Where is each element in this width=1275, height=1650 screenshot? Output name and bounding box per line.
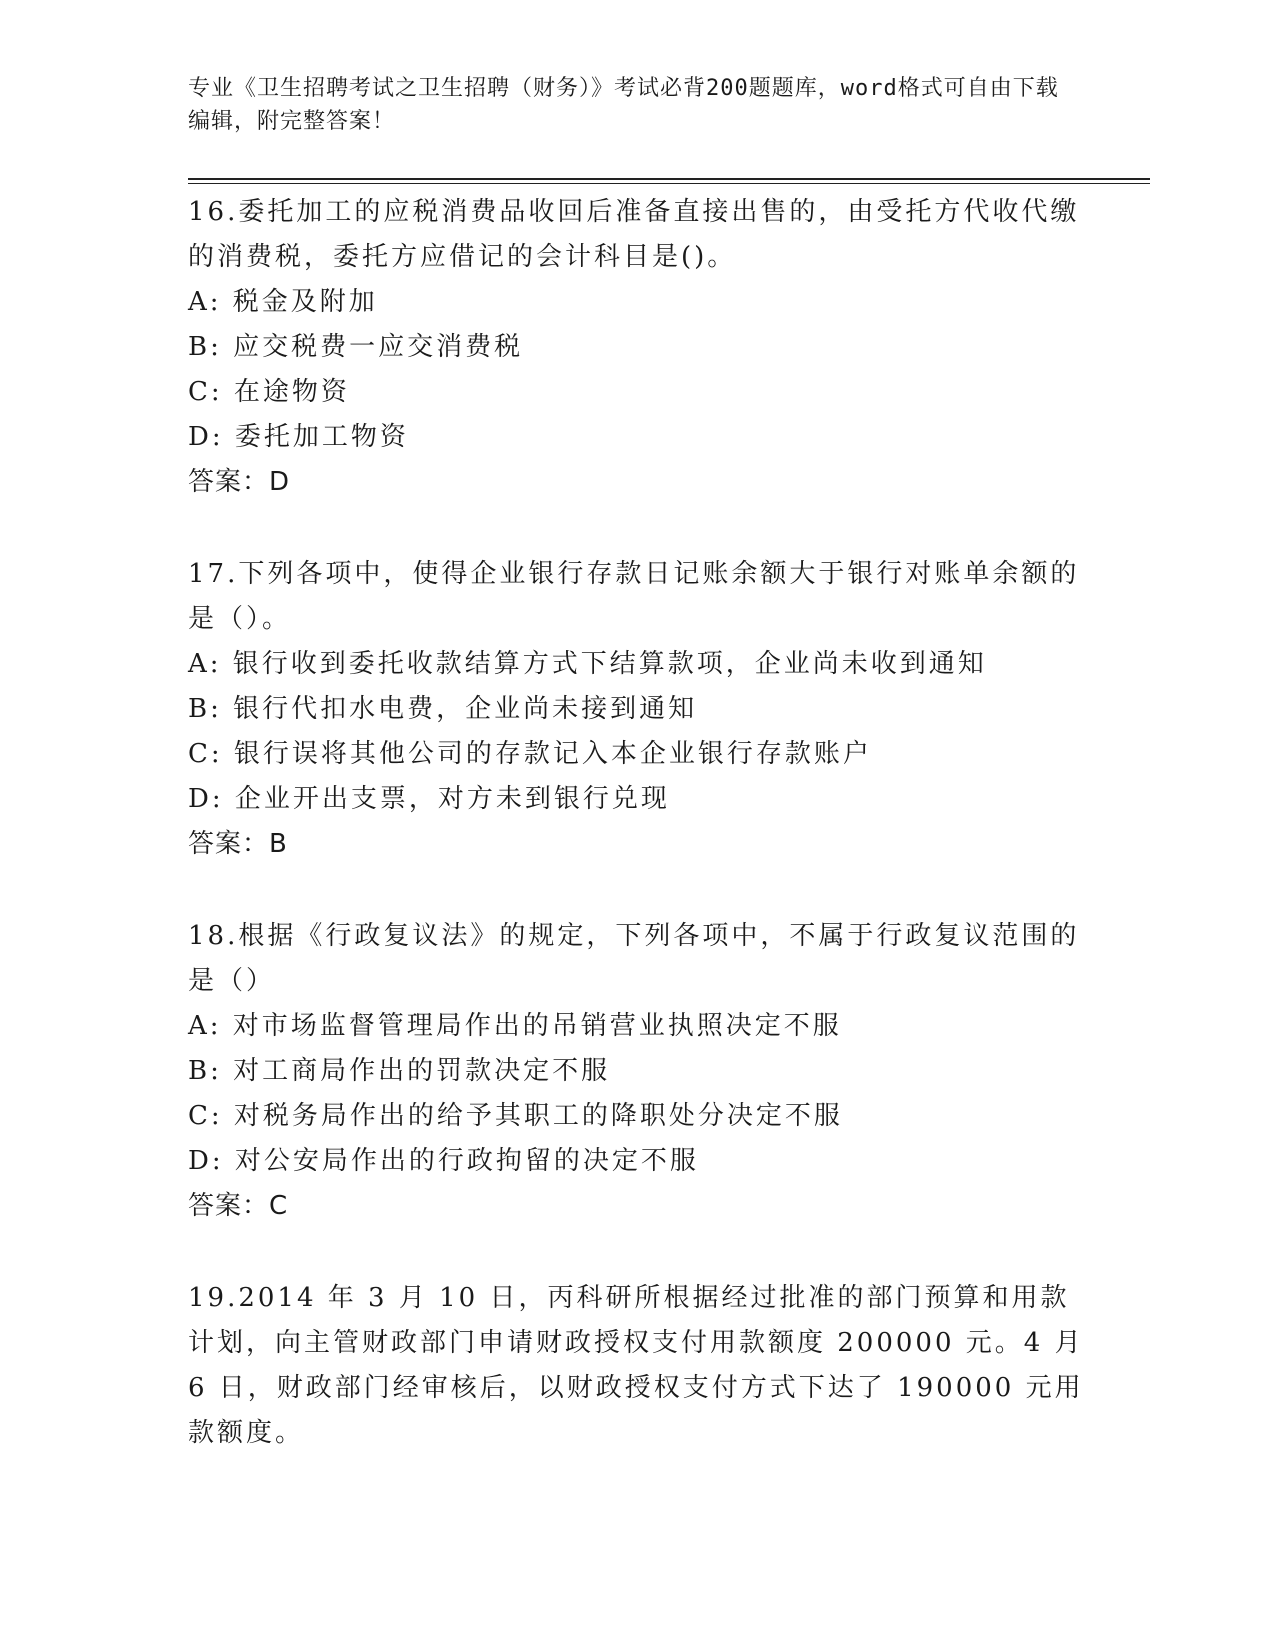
option-c: C: 在途物资 (188, 377, 350, 407)
option-d: D: 企业开出支票，对方未到银行兑现 (188, 784, 670, 814)
option-b: B: 银行代扣水电费，企业尚未接到通知 (188, 694, 698, 724)
option-c: C: 对税务局作出的给予其职工的降职处分决定不服 (188, 1101, 843, 1131)
question-stem: 16.委托加工的应税消费品收回后准备直接出售的，由受托方代收代缴的消费税，委托方应借记的会计科目是()。 (188, 197, 1080, 272)
header-divider-thick (188, 178, 1150, 180)
answer: 答案：C (188, 1191, 289, 1221)
answer: 答案：B (188, 829, 288, 859)
option-a: A: 银行收到委托收款结算方式下结算款项，企业尚未收到通知 (188, 649, 987, 679)
document-header: 专业《卫生招聘考试之卫生招聘（财务）》考试必背200题题库，word格式可自由下载编辑，附完整答案！ (188, 76, 1059, 134)
answer: 答案：D (188, 467, 291, 497)
question-16 (188, 190, 1088, 505)
spacer (188, 867, 1088, 914)
option-d: D: 委托加工物资 (188, 422, 409, 452)
option-c: C: 银行误将其他公司的存款记入本企业银行存款账户 (188, 739, 872, 769)
option-b: B: 应交税费一应交消费税 (188, 332, 524, 362)
header-divider-thin (188, 183, 1150, 184)
option-a: A: 税金及附加 (188, 287, 378, 317)
question-stem: 17.下列各项中，使得企业银行存款日记账余额大于银行对账单余额的是（）。 (188, 559, 1080, 634)
question-19 (188, 1276, 1088, 1456)
question-stem: 19.2014 年 3 月 10 日，丙科研所根据经过批准的部门预算和用款计划，向主管财政部门申请财政授权支付用款额度 200000 元。4 月 6 日，财政部门经审核后，以财政授权支付方式下达了 190000 元用款额度。 (188, 1283, 1084, 1448)
question-17 (188, 552, 1088, 867)
question-stem: 18.根据《行政复议法》的规定，下列各项中，不属于行政复议范围的是（） (188, 921, 1080, 996)
option-a: A: 对市场监督管理局作出的吊销营业执照决定不服 (188, 1011, 842, 1041)
option-b: B: 对工商局作出的罚款决定不服 (188, 1056, 611, 1086)
question-list (188, 190, 1088, 1456)
spacer (188, 505, 1088, 552)
option-d: D: 对公安局作出的行政拘留的决定不服 (188, 1146, 699, 1176)
question-18 (188, 914, 1088, 1229)
spacer (188, 1229, 1088, 1276)
